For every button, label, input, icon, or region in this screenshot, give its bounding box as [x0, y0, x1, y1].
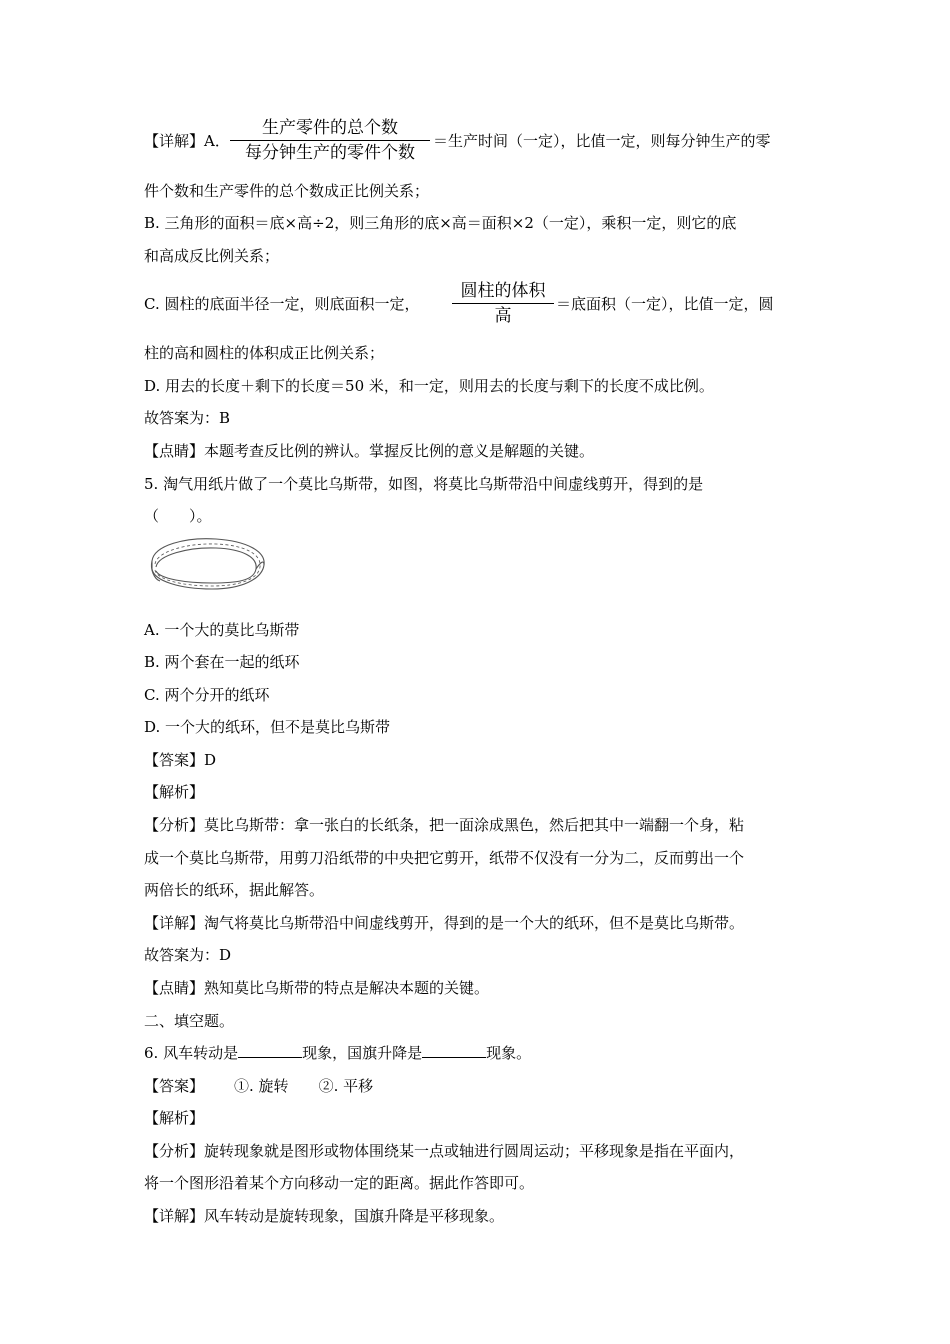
q5-option-d: D. 一个大的纸环，但不是莫比乌斯带: [144, 718, 391, 736]
q6-answer: [144, 1076, 373, 1096]
q4-fraction-a-denominator: 每分钟生产的零件个数: [245, 143, 415, 163]
q6-stem: [144, 1043, 531, 1063]
q4-detail-a-prefix: 【详解】A．: [144, 132, 230, 150]
fraction-bar: [230, 140, 430, 141]
mobius-strip-figure: [146, 533, 272, 595]
q4-detail-a-cont: 件个数和生产零件的总个数成正比例关系；: [144, 182, 430, 200]
q5-analysis-title: 【解析】: [144, 783, 205, 801]
q5-option-c: C. 两个分开的纸环: [144, 686, 270, 704]
answer-blank-2: [422, 1043, 486, 1058]
q6-analysis-title: 【解析】: [144, 1109, 205, 1127]
q4-comment: 【点睛】本题考查反比例的辨认。掌握反比例的意义是解题的关键。: [144, 442, 595, 460]
q5-answer: 【答案】D: [144, 751, 217, 769]
mobius-outer-edge: [152, 539, 264, 589]
q4-fraction-c: [452, 280, 554, 327]
q5-analysis-line1: 【分析】莫比乌斯带：拿一张白的长纸条，把一面涂成黑色，然后把其中一端翻一个身，粘: [144, 816, 745, 834]
q6-analysis-line2: 将一个图形沿着某个方向移动一定的距离。据此作答即可。: [144, 1174, 535, 1192]
q4-detail-b-line2: 和高成反比例关系；: [144, 247, 280, 265]
q6-detail: 【详解】风车转动是旋转现象，国旗升降是平移现象。: [144, 1207, 505, 1225]
q4-answer: 故答案为：B: [144, 409, 231, 427]
q5-comment: 【点睛】熟知莫比乌斯带的特点是解决本题的关键。: [144, 979, 490, 997]
q4-detail-c-suffix: ＝底面积（一定），比值一定，圆: [556, 295, 774, 313]
q6-answer-1: ①. 旋转: [234, 1077, 289, 1095]
q5-option-b: B. 两个套在一起的纸环: [144, 653, 300, 671]
q5-analysis-line3: 两倍长的纸环，据此解答。: [144, 881, 325, 899]
q6-stem-part2: 现象，国旗升降是: [302, 1044, 423, 1062]
q5-stem-line2: （ ）。: [144, 507, 212, 525]
q4-detail-c-prefix: C. 圆柱的底面半径一定，则底面积一定，: [144, 295, 420, 313]
q4-detail-a-suffix: ＝生产时间（一定），比值一定，则每分钟生产的零: [433, 132, 771, 150]
mobius-inner-edge: [156, 548, 256, 583]
q4-detail-b-line1: B. 三角形的面积＝底×高÷2，则三角形的底×高＝面积×2（一定），乘积一定，则它的底: [144, 214, 737, 232]
q4-detail-c-cont: 柱的高和圆柱的体积成正比例关系；: [144, 344, 385, 362]
q6-analysis-line1: 【分析】旋转现象就是图形或物体围绕某一点或轴进行圆周运动；平移现象是指在平面内，: [144, 1142, 745, 1160]
q6-stem-part1: 6. 风车转动是: [144, 1044, 239, 1062]
q5-option-a: A. 一个大的莫比乌斯带: [144, 621, 300, 639]
q6-answer-2: ②. 平移: [318, 1077, 374, 1095]
q4-fraction-c-numerator: 圆柱的体积: [460, 281, 546, 301]
q5-detail: 【详解】淘气将莫比乌斯带沿中间虚线剪开，得到的是一个大的纸环，但不是莫比乌斯带。: [144, 914, 745, 932]
q6-stem-part3: 现象。: [486, 1044, 532, 1062]
q4-fraction-a-numerator: 生产零件的总个数: [262, 118, 398, 138]
fraction-bar: [452, 303, 554, 304]
answer-blank-1: [238, 1043, 302, 1058]
q5-final-answer: 故答案为：D: [144, 946, 232, 964]
q4-fraction-c-denominator: 高: [494, 306, 512, 326]
section-title: 二、填空题。: [144, 1012, 235, 1030]
q5-stem-line1: 5. 淘气用纸片做了一个莫比乌斯带，如图，将莫比乌斯带沿中间虚线剪开，得到的是: [144, 475, 704, 493]
q6-answer-label: 【答案】: [144, 1077, 205, 1095]
q4-fraction-a: [230, 117, 430, 164]
q4-detail-d-line: D. 用去的长度＋剩下的长度＝50 米，和一定，则用去的长度与剩下的长度不成比例。: [144, 377, 714, 395]
q5-analysis-line2: 成一个莫比乌斯带，用剪刀沿纸带的中央把它剪开，纸带不仅没有一分为二，反而剪出一个: [144, 849, 745, 867]
